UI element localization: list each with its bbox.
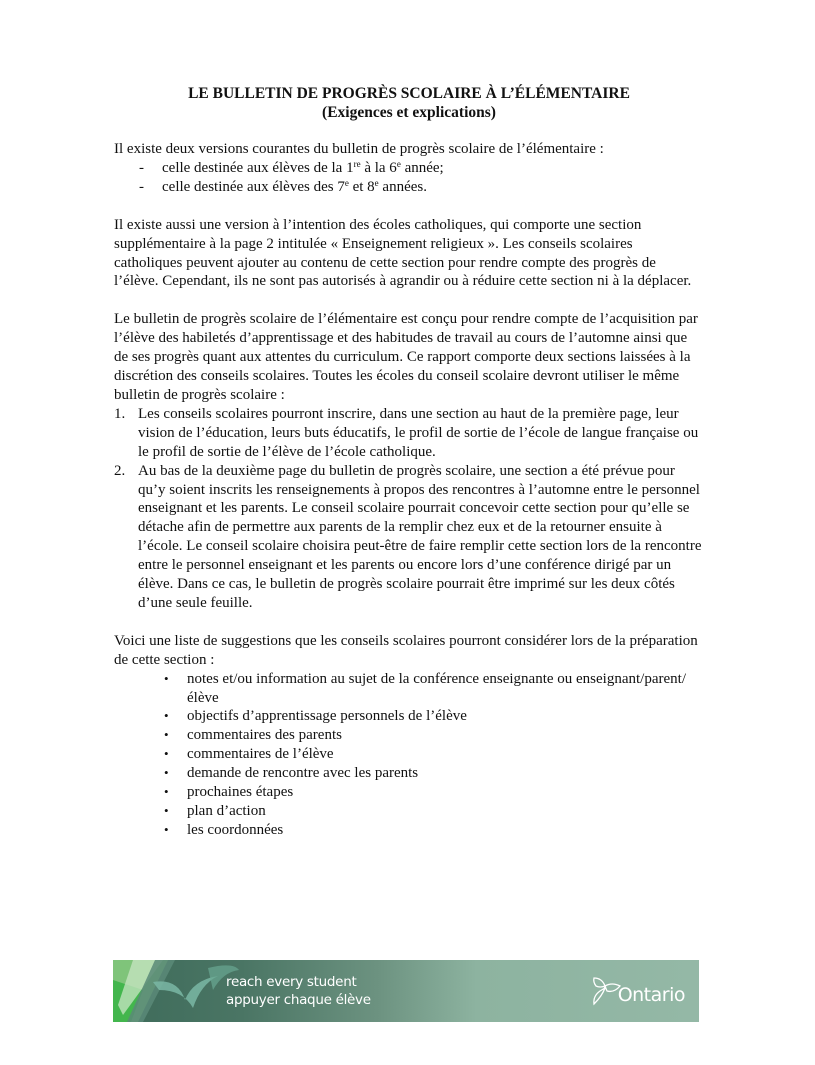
bullet-icon: •: [164, 670, 169, 686]
banner-tagline: [226, 973, 371, 1009]
list-item: • objectifs d’apprentissage personnels de l’élève: [164, 708, 467, 725]
suggestions-list: [114, 670, 704, 840]
ontario-logo: [588, 974, 685, 1008]
suggestions-intro: Voici une liste de suggestions que les conseils scolaires pourront considérer lors de la préparation de cette section :: [114, 632, 698, 668]
list-item: - celle destinée aux élèves de la 1re à la 6e année;: [139, 158, 444, 176]
list-item: • les coordonnées: [164, 821, 284, 838]
design-paragraph: Le bulletin de progrès scolaire de l’élémentaire est conçu pour rendre compte de l’acquisition par l’élève des habiletés d’apprentissage et des habitudes de travail au cours de l’automne ainsi que de ses progrès quant aux attentes du curriculum. Ce rapport comporte deux sections laissées à la discrétion des conseils scolaires. Toutes les écoles du conseil scolaire devront utiliser le même bulletin de progrès scolaire :: [114, 311, 698, 403]
numbered-list: [114, 405, 704, 613]
bullet-icon: •: [164, 708, 169, 724]
catholic-paragraph: Il existe aussi une version à l’intention des écoles catholiques, qui comporte une section supplémentaire à la page 2 intitulée « Enseignement religieux ». Les conseils scolaires catholiques peuvent ajouter au contenu de cette section pour rendre compte des progrès de l’élève. Cependant, ils ne sont pas autorisés à agrandir ou à réduire cette section ni à la déplacer.: [114, 216, 692, 290]
list-item: 2. Au bas de la deuxième page du bulletin de progrès scolaire, une section a été prévue pour qu’y soient inscrits les renseignements à propos des rencontres à l’automne entre le personnel enseignant et les parents. Le conseil scolaire pourrait concevoir cette section pour qu’elle se détache afin de permettre aux parents de la remplir chez eux et de la retourner ensuite à l’école. Le conseil scolaire choisira peut-être de faire remplir cette section lors de la rencontre entre le personnel enseignant et les parents ou encore lors d’une conférence dirigé par un élève. Dans ce cas, le bulletin de progrès scolaire pourrait être imprimé sur les deux côtés d’une seule feuille.: [114, 462, 702, 611]
list-item: • notes et/ou information au sujet de la conférence enseignante ou enseignant/parent/élève: [164, 670, 686, 706]
list-item: • commentaires de l’élève: [164, 746, 334, 763]
bullet-icon: •: [164, 803, 169, 818]
list-item: - celle destinée aux élèves des 7e et 8e années.: [139, 177, 427, 195]
number-marker: 2.: [114, 462, 126, 479]
trillium-icon: [588, 974, 622, 1008]
bullet-icon: •: [164, 821, 169, 837]
intro-paragraph: Il existe deux versions courantes du bulletin de progrès scolaire de l’élémentaire :: [114, 141, 604, 157]
dash-marker: -: [139, 178, 144, 195]
bullet-icon: •: [164, 727, 169, 743]
list-item: • plan d’action: [164, 803, 266, 819]
list-item: • prochaines étapes: [164, 784, 294, 801]
versions-list: [114, 159, 704, 197]
document-page: [114, 84, 704, 840]
document-subtitle: (Exigences et explications): [322, 104, 496, 121]
dash-marker: -: [139, 159, 144, 176]
number-marker: 1.: [114, 405, 126, 422]
list-item: • commentaires des parents: [164, 727, 342, 744]
tagline-french: appuyer chaque élève: [226, 992, 371, 1008]
bullet-icon: •: [164, 765, 169, 781]
bullet-icon: •: [164, 746, 169, 762]
ontario-wordmark: Ontario: [617, 984, 685, 1006]
tagline-english: reach every student: [226, 974, 357, 990]
footer-banner: [113, 960, 699, 1022]
list-item: 1. Les conseils scolaires pourront inscrire, dans une section au haut de la première page, leur vision de l’éducation, leurs buts éducatifs, le profil de sortie de l’école de langue française ou le profil de sortie de l’élève de l’école catholique.: [114, 405, 699, 460]
document-title: LE BULLETIN DE PROGRÈS SCOLAIRE À L’ÉLÉMENTAIRE: [188, 85, 630, 102]
list-item: • demande de rencontre avec les parents: [164, 765, 419, 782]
bullet-icon: •: [164, 784, 169, 800]
swoosh-graphic-icon: [113, 960, 243, 1022]
